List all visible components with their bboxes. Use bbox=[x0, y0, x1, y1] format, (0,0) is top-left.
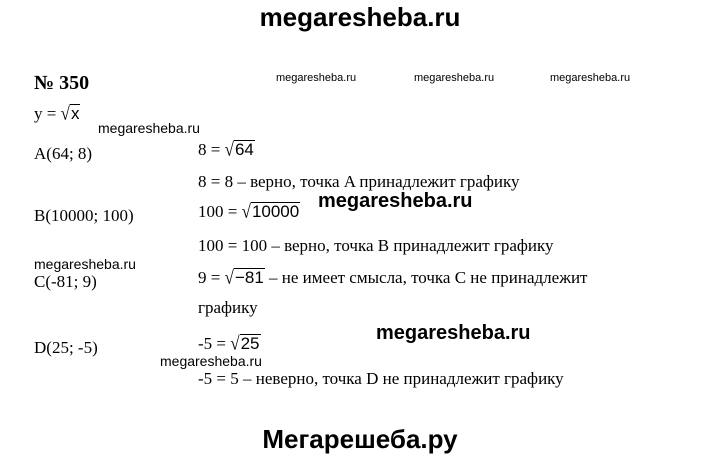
watermark-medium: megaresheba.ru bbox=[160, 353, 262, 369]
check-lhs: 8 = bbox=[198, 140, 225, 159]
function-lhs: у = bbox=[34, 104, 61, 123]
sqrt-expression bbox=[242, 202, 301, 222]
check-lhs: 9 = bbox=[198, 268, 225, 287]
problem-number: № 350 bbox=[34, 72, 90, 94]
point-a-label: A(64; 8) bbox=[34, 144, 93, 163]
watermark-medium: megaresheba.ru bbox=[34, 256, 136, 272]
point-d-check bbox=[198, 334, 261, 354]
watermark-top: megaresheba.ru bbox=[259, 2, 461, 32]
point-c-label: C(-81; 9) bbox=[34, 272, 97, 291]
point-a-result: 8 = 8 – верно, точка A принадлежит графику bbox=[198, 172, 520, 191]
point-c-result-inline: – не имеет смысла, точка C не принадлежит bbox=[264, 268, 588, 287]
radicand: −81 bbox=[234, 268, 264, 287]
point-d-result: -5 = 5 – неверно, точка D не принадлежит графику bbox=[198, 369, 564, 388]
point-c-check bbox=[198, 268, 587, 288]
point-b-check bbox=[198, 202, 300, 222]
sqrt-expression bbox=[61, 104, 81, 124]
point-c-result-continuation: графику bbox=[198, 298, 258, 317]
watermark-small: megaresheba.ru bbox=[276, 72, 357, 84]
radical-sign: √ bbox=[60, 102, 70, 125]
watermark-small: megaresheba.ru bbox=[414, 72, 495, 84]
point-d-label: D(25; -5) bbox=[34, 338, 98, 357]
radical-sign: √ bbox=[230, 332, 240, 355]
watermark-bottom: Мегарешеба.ру bbox=[262, 424, 458, 454]
watermark-big: megaresheba.ru bbox=[376, 322, 531, 344]
radicand: 10000 bbox=[251, 202, 300, 221]
radical-sign: √ bbox=[241, 200, 251, 223]
sqrt-expression bbox=[225, 268, 265, 288]
point-a-check bbox=[198, 140, 255, 160]
watermark-medium: megaresheba.ru bbox=[98, 120, 200, 136]
radical-sign: √ bbox=[224, 266, 234, 289]
check-lhs: -5 = bbox=[198, 334, 231, 353]
radicand: 25 bbox=[240, 334, 260, 353]
point-b-result: 100 = 100 – верно, точка B принадлежит графику bbox=[198, 236, 554, 255]
radicand: x bbox=[70, 104, 80, 123]
function-definition bbox=[34, 104, 80, 124]
check-lhs: 100 = bbox=[198, 202, 242, 221]
radicand: 64 bbox=[234, 140, 254, 159]
watermark-small: megaresheba.ru bbox=[550, 72, 631, 84]
radical-sign: √ bbox=[224, 138, 234, 161]
point-b-label: B(10000; 100) bbox=[34, 206, 134, 225]
watermark-big: megaresheba.ru bbox=[318, 190, 473, 212]
sqrt-expression bbox=[225, 140, 255, 160]
sqrt-expression bbox=[230, 334, 260, 354]
